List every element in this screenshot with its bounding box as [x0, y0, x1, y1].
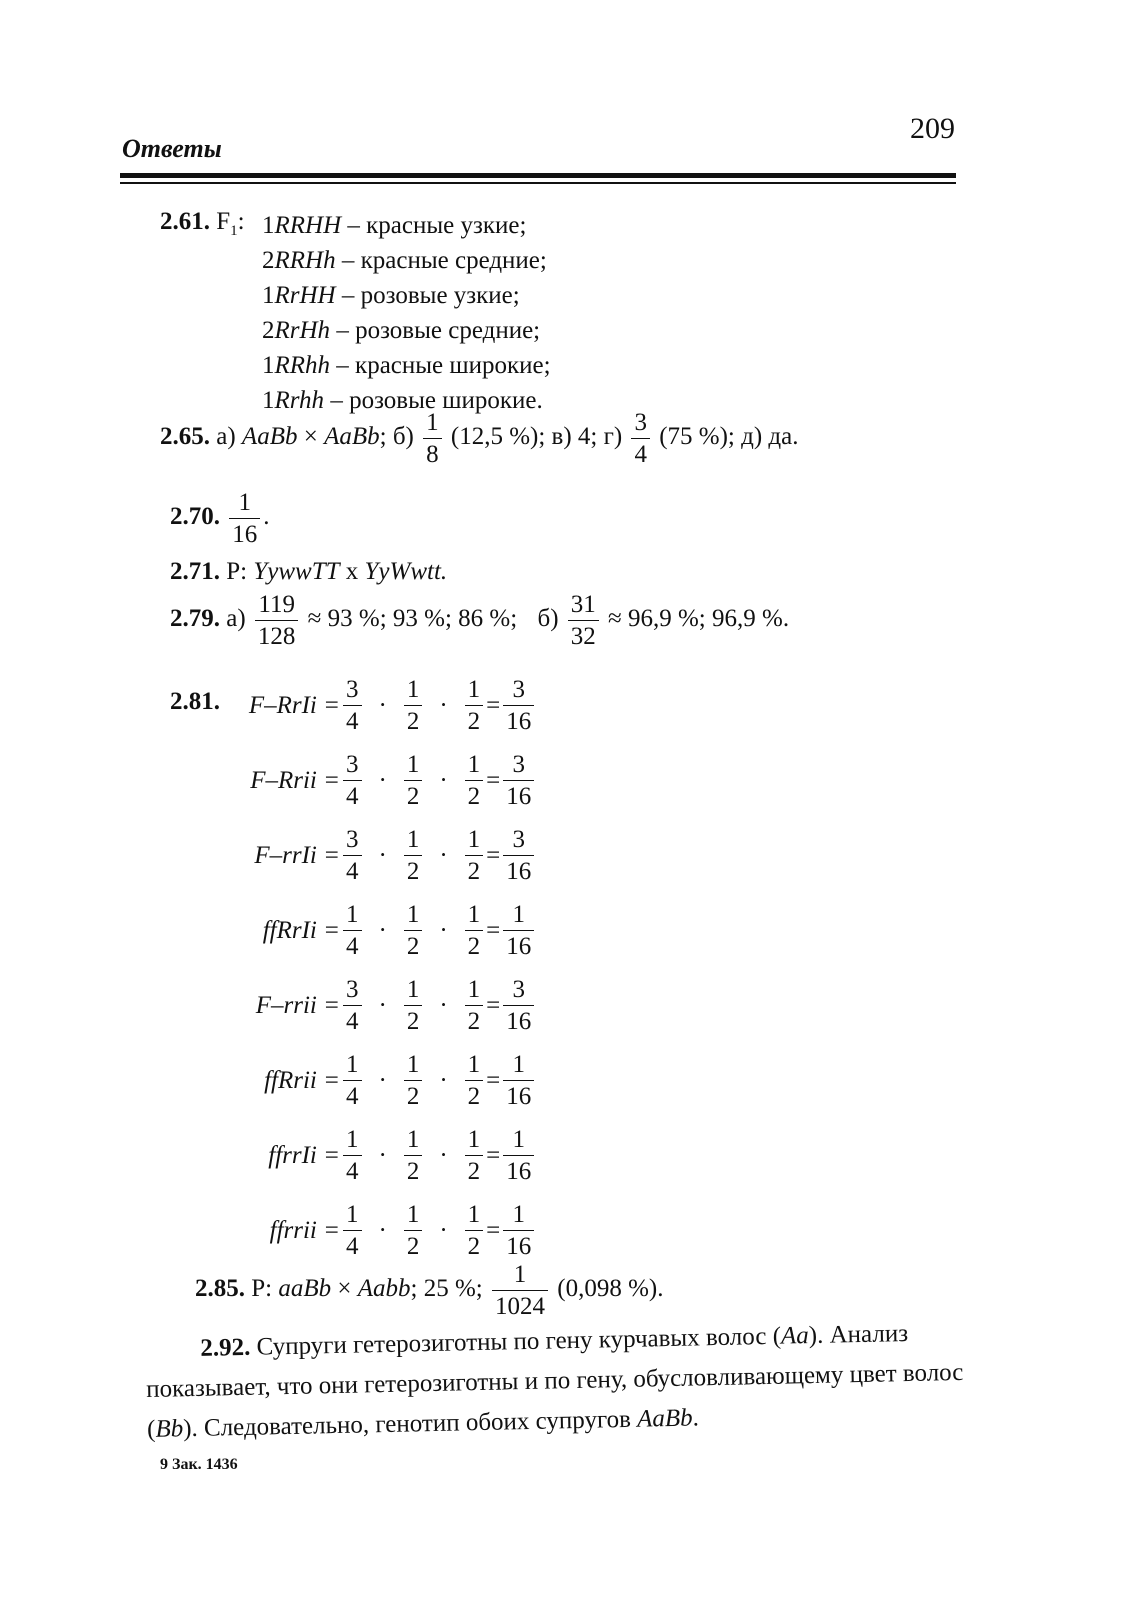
parents-label: P: [226, 558, 248, 585]
answer-2-71 [170, 558, 447, 586]
generation-label: $F_1$: [216, 208, 245, 239]
fraction: $\frac{3}{4}$ [631, 410, 650, 467]
item-label: б) [537, 605, 559, 633]
answer-text: ≈ 96,9 %; 96,9 %. [608, 605, 790, 633]
parents-label: P: [251, 1275, 273, 1303]
genotype: YywwTT [253, 558, 340, 585]
header-title: Ответы [122, 134, 222, 163]
footer-print-mark: 9 Зак. 1436 [160, 1456, 238, 1473]
header-rule-thin [120, 182, 956, 184]
answer-2-85 [195, 1262, 663, 1319]
answer-number: 2.79. [170, 605, 220, 633]
probability-row: ffrrii = $\frac{1}{4}$ · $\frac{1}{2}$ · $\frac{1}{2}$ = $\frac{1}{16}$ [220, 1193, 740, 1268]
answer-text: ≈ 93 %; 93 %; 86 %; [307, 605, 518, 633]
fraction: $\frac{1}{8}$ [423, 410, 442, 467]
answer-text: ; 25 %; [410, 1275, 483, 1303]
answer-number: 2.85. [195, 1275, 245, 1303]
item-label: а) [216, 423, 236, 451]
genotype: YyWwtt. [364, 558, 448, 585]
answer-number: 2.71. [170, 558, 220, 585]
item-label: ; б) [379, 423, 414, 451]
probability-row: ffRrii = $\frac{1}{4}$ · $\frac{1}{2}$ · $\frac{1}{2}$ = $\frac{1}{16}$ [220, 1043, 740, 1118]
page-number: 209 [910, 112, 955, 145]
item-label: а) [226, 605, 246, 633]
answer-text: (0,098 %). [557, 1275, 664, 1303]
genotype-row: 1Rrhh – розовые широкие. [262, 387, 543, 414]
fraction: $\frac{31}{32}$ [568, 592, 599, 649]
genotype: AaBb [324, 423, 380, 451]
answer-2-61 [160, 208, 245, 240]
answer-2-92: 2.92. Супруги гетерозиготны по гену курчавых волос (Aa). Анализ показывает, что они гетерозиготны и по гену, обусловливающему цвет волос (Bb). Следовательно, генотип обоих супругов AaBb. [145, 1320, 964, 1443]
genotype-row: 1RrHH – розовые узкие; [262, 282, 520, 309]
answer-number: 2.70. [170, 503, 220, 531]
answer-2-65 [160, 410, 799, 467]
cross-sign: × [337, 1275, 352, 1303]
probability-row: ffRrIi = $\frac{1}{4}$ · $\frac{1}{2}$ · $\frac{1}{2}$ = $\frac{1}{16}$ [220, 893, 740, 968]
genotype-row: 2RRHh – красные средние; [262, 247, 547, 274]
cross-sign: × [303, 423, 318, 451]
genotype-row: 1RRHH – красные узкие; [262, 212, 527, 239]
genotype: aaBb [278, 1275, 332, 1303]
fraction: $\frac{1}{1024}$ [492, 1262, 548, 1319]
answer-number: 2.92. [200, 1333, 251, 1362]
header-rule-thick [120, 173, 956, 178]
genotype: Aabb [357, 1275, 411, 1303]
answer-number: 2.61. [160, 208, 210, 235]
answer-2-79 [170, 592, 789, 649]
fraction: $\frac{119}{128}$ [255, 592, 299, 649]
probability-row: ffrrIi = $\frac{1}{4}$ · $\frac{1}{2}$ · $\frac{1}{2}$ = $\frac{1}{16}$ [220, 1118, 740, 1193]
answer-2-61-list [262, 208, 551, 418]
answer-text: (75 %); д) да. [659, 423, 799, 451]
answer-text: (12,5 %); в) 4; г) [450, 423, 623, 451]
probability-row: F–Rrii = $\frac{3}{4}$ · $\frac{1}{2}$ · $\frac{1}{2}$ = $\frac{3}{16}$ [220, 743, 740, 818]
fraction: $\frac{1}{16}$ [229, 490, 260, 547]
probability-row: F–rrIi = $\frac{3}{4}$ · $\frac{1}{2}$ · $\frac{1}{2}$ = $\frac{3}{16}$ [220, 818, 740, 893]
answer-2-70: 2.70. $\frac{1}{16}$ . [170, 489, 270, 548]
answer-number: 2.81. [170, 688, 220, 715]
genotype-row: 1RRhh – красные широкие; [262, 352, 551, 379]
probability-table [220, 668, 740, 1268]
probability-row: F–rrii = $\frac{3}{4}$ · $\frac{1}{2}$ · $\frac{1}{2}$ = $\frac{3}{16}$ [220, 968, 740, 1043]
cross-sign: x [345, 558, 359, 585]
genotype: AaBb [241, 423, 298, 451]
genotype-row: 2RrHh – розовые средние; [262, 317, 541, 344]
probability-row: F–RrIi = $\frac{3}{4}$ · $\frac{1}{2}$ · $\frac{1}{2}$ = $\frac{3}{16}$ [220, 668, 740, 743]
answer-number: 2.65. [160, 423, 210, 451]
